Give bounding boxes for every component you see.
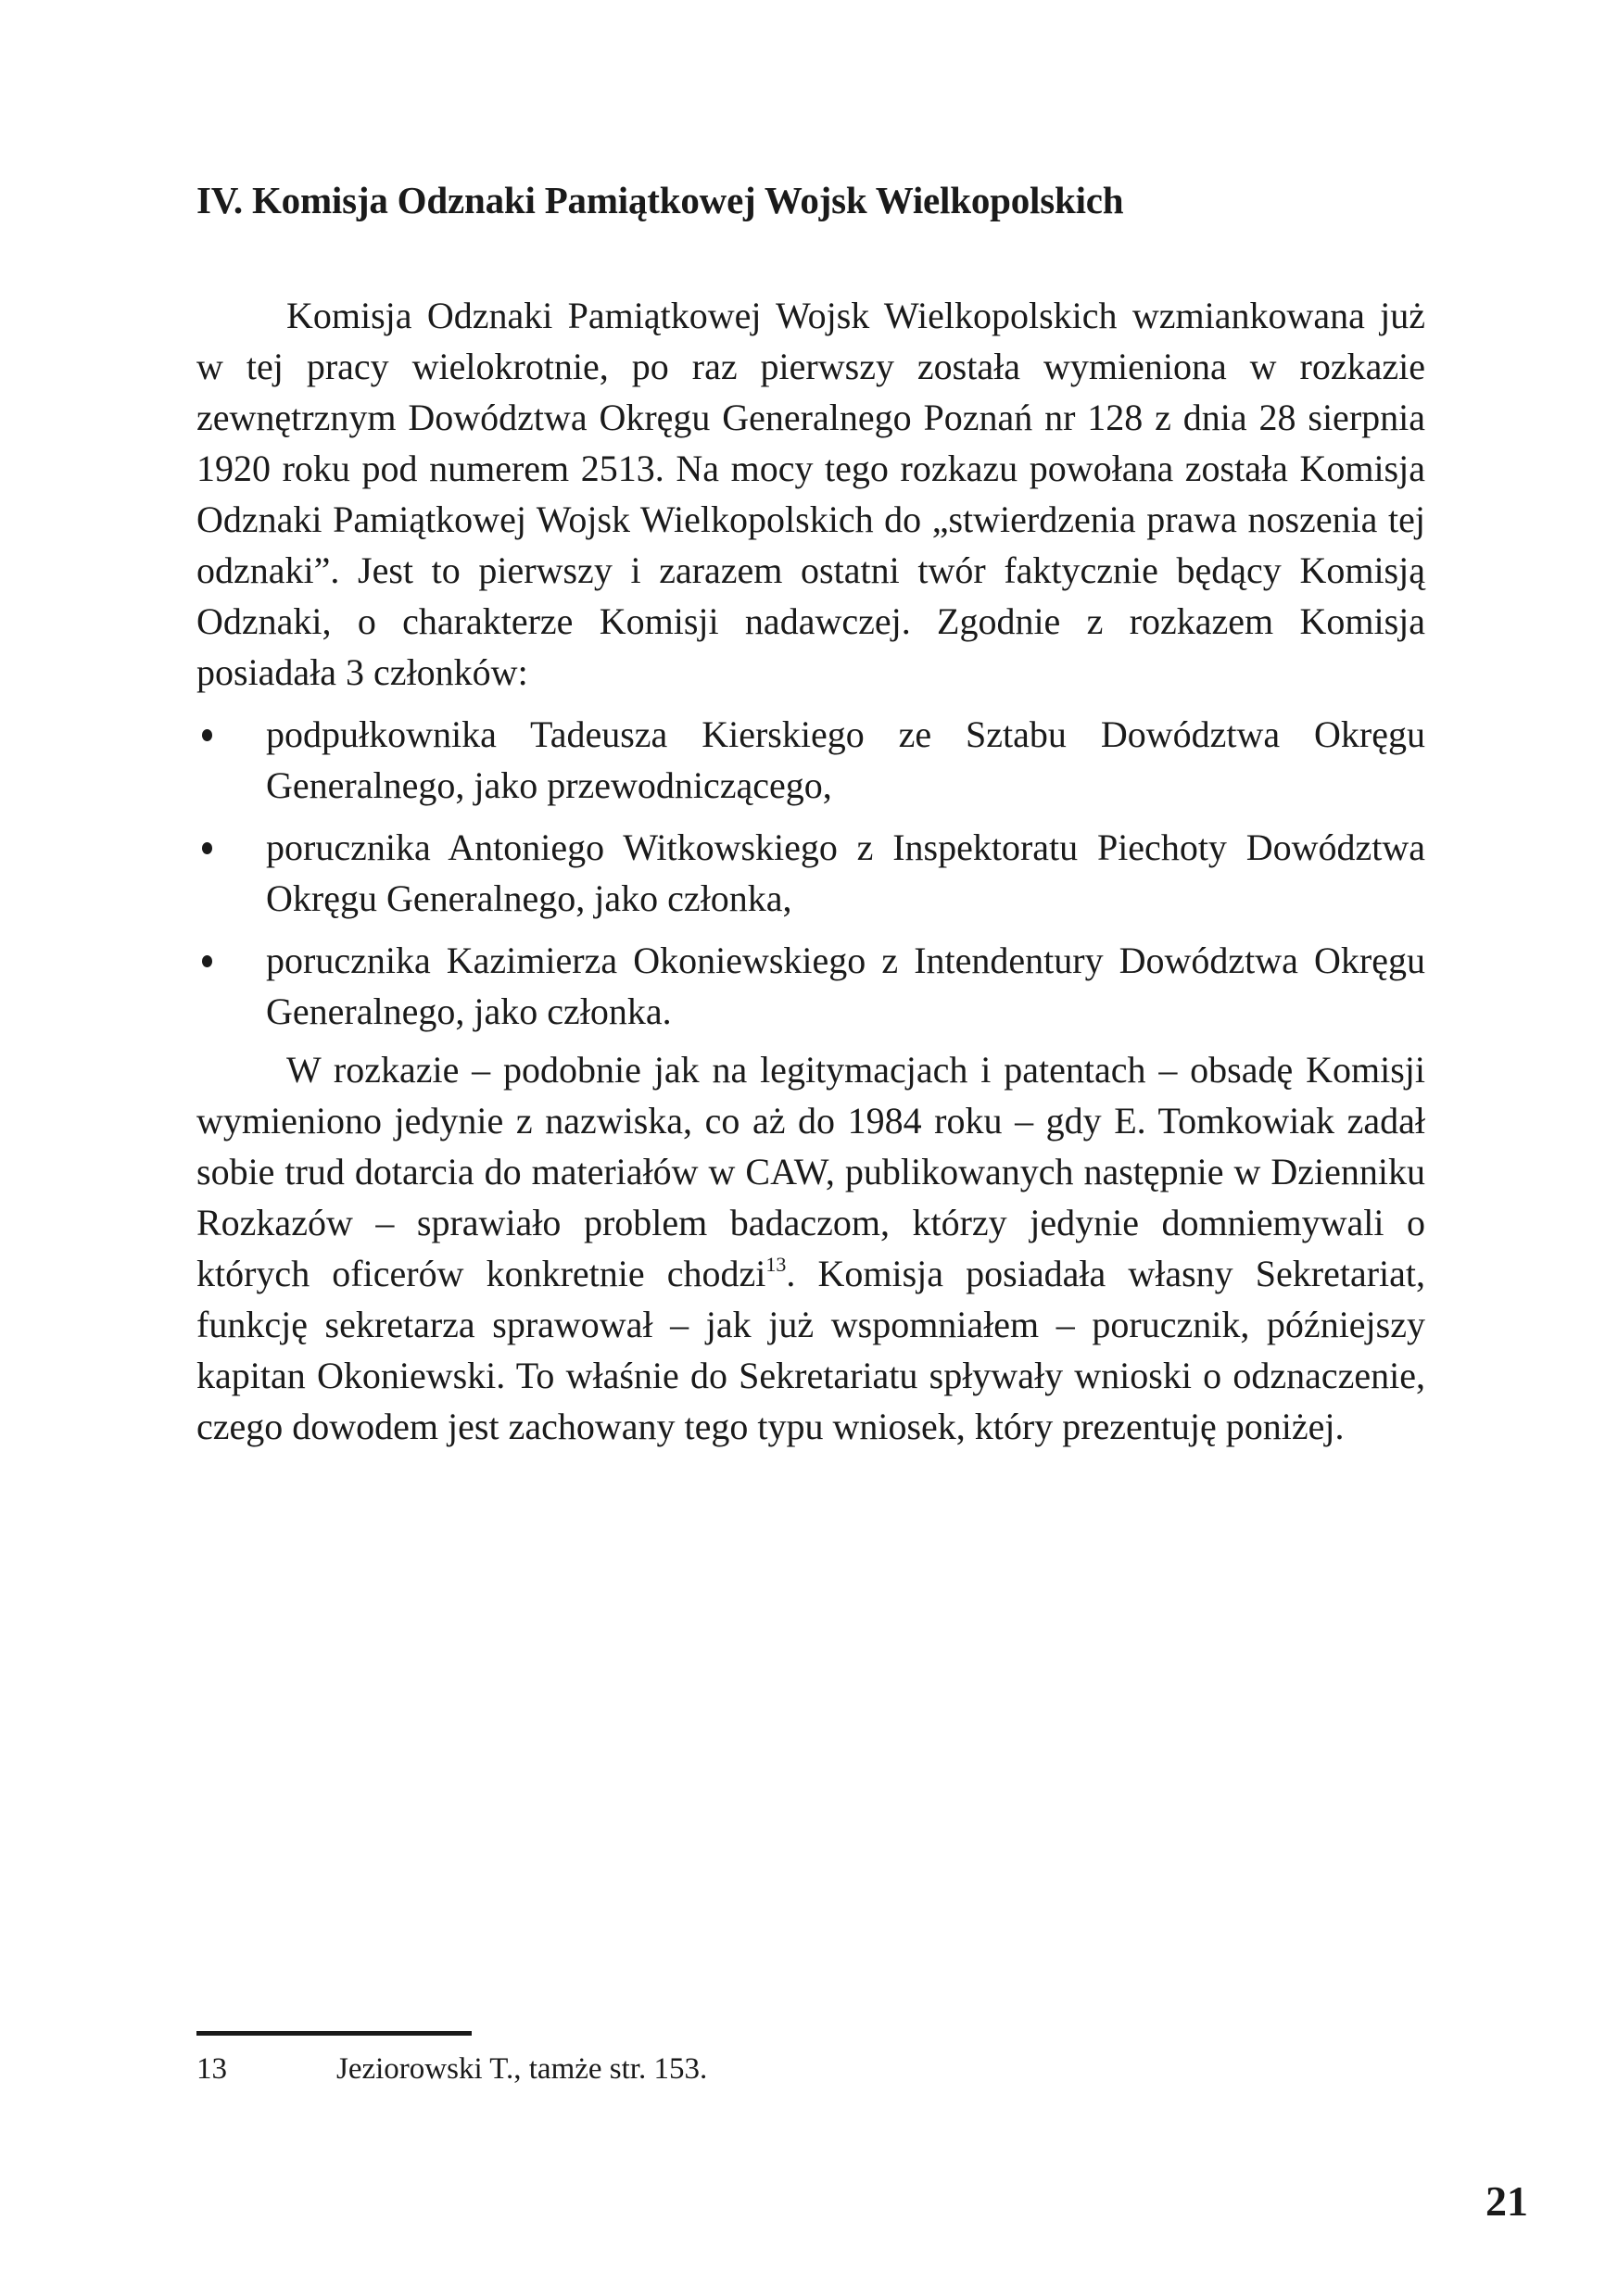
list-item-text: podpułkownika Tadeusza Kierskiego ze Sztabu Dowództwa Okręgu Generalnego, jako przewodniczącego, <box>266 713 1425 806</box>
body-text <box>196 290 1425 1452</box>
footnote <box>196 2049 707 2089</box>
list-item <box>196 822 1425 924</box>
paragraph-secretariat <box>196 1044 1425 1452</box>
section-heading: IV. Komisja Odznaki Pamiątkowej Wojsk Wielkopolskich <box>196 179 1124 221</box>
list-item <box>196 709 1425 811</box>
bullet-icon <box>202 842 212 854</box>
paragraph-text: W rozkazie – podobnie jak na legitymacjach i patentach – obsadę Komisji wymieniono jedynie z nazwiska, co aż do 1984 roku – gdy E. Tomkowiak zadał sobie trud dotarcia do materiałów w CAW, publikowanych następnie w Dzienniku Rozkazów – sprawiało problem badaczom, którzy jedynie domniemywali o których oficerów konkretnie chodzi <box>196 1049 1425 1294</box>
footnote-divider <box>196 2031 472 2036</box>
page-number: 21 <box>1485 2177 1528 2225</box>
footnote-number: 13 <box>196 2052 227 2086</box>
bullet-icon <box>202 955 212 967</box>
footnote-text: Jeziorowski T., tamże str. 153. <box>336 2052 708 2086</box>
paragraph-text: . Komisja posiadała własny Sekretariat, funkcję sekretarza sprawował – jak już wspomniałem – porucznik, późniejszy kapitan Okoniewski. To właśnie do Sekretariatu spływały wnioski o odznaczenie, czego dowodem jest zachowany tego typu wniosek, który prezentuję poniżej. <box>196 1253 1426 1447</box>
list-item-text: porucznika Kazimierza Okoniewskiego z Intendentury Dowództwa Okręgu Generalnego, jako członka. <box>266 940 1425 1032</box>
members-list <box>196 709 1425 1037</box>
list-item <box>196 935 1425 1037</box>
paragraph-intro: Komisja Odznaki Pamiątkowej Wojsk Wielkopolskich wzmiankowana już w tej pracy wielokrotnie, po raz pierwszy została wymieniona w rozkazie zewnętrznym Dowództwa Okręgu Generalnego Poznań nr 128 z dnia 28 sierpnia 1920 roku pod numerem 2513. Na mocy tego rozkazu powołana została Komisja Odznaki Pamiątkowej Wojsk Wielkopolskich do „stwierdzenia prawa noszenia tej odznaki”. Jest to pierwszy i zarazem ostatni twór faktycznie będący Komisją Odznaki, o charakterze Komisji nadawczej. Zgodnie z rozkazem Komisja posiadała 3 członków: <box>196 295 1425 693</box>
list-item-text: porucznika Antoniego Witkowskiego z Inspektoratu Piechoty Dowództwa Okręgu Generalnego, jako członka, <box>266 826 1425 919</box>
bullet-icon <box>202 729 212 741</box>
footnote-reference[interactable]: 13 <box>765 1253 787 1276</box>
